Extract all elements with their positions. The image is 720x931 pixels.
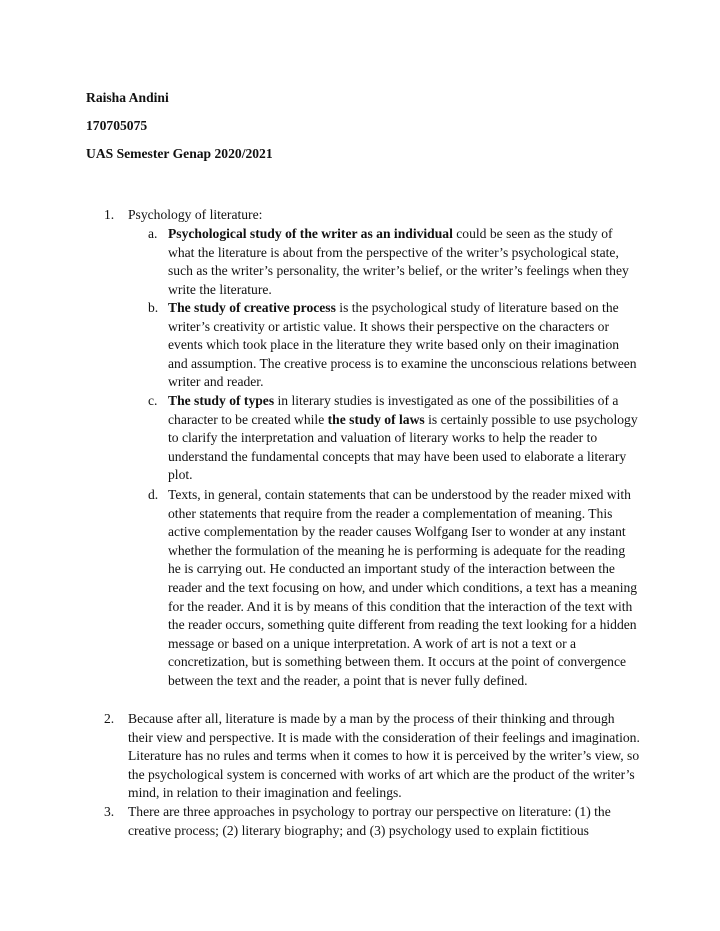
list-item-2: Because after all, literature is made by a man by the process of their thinking and through their view and perspective. It is made with the consideration of their feelings and imagination. Literature has no rules and terms when it comes to how it is perceived by the writer’s view, so the psychological system is concerned with works of art which are the product of the writer’s mind, in relation to their imagination and feelings. (128, 711, 640, 801)
list-item-3: There are three approaches in psychology to portray our perspective on literature: (1) the creative process; (2) literary biography; and (3) psychology used to explain fictitious (128, 804, 611, 838)
term-creative-process: The study of creative process (168, 300, 336, 315)
author-name: Raisha Andini (86, 90, 169, 105)
sublist-marker-d: d. (148, 487, 159, 502)
sublist-item-b-text: is the psychological study of literature based on the writer’s creativity or artistic value. It shows their perspective on the characters or events which took place in the literature they write based only on their imagination and assumption. The creative process is to examine the unconscious relations between writer and reader. (168, 300, 637, 390)
sublist-marker-b: b. (148, 300, 159, 315)
sublist-marker-a: a. (148, 226, 158, 241)
sublist-item-b (168, 299, 640, 392)
sublist-item-c (168, 392, 640, 485)
list-marker-1: 1. (104, 207, 115, 222)
exam-title: UAS Semester Genap 2020/2021 (86, 146, 273, 161)
list-marker-3: 3. (104, 804, 115, 819)
list-item-1: Psychology of literature: (128, 207, 263, 222)
sublist-marker-c: c. (148, 393, 158, 408)
list-marker-2: 2. (104, 711, 115, 726)
sublist-item-d: Texts, in general, contain statements that can be understood by the reader mixed with other statements that require from the reader a complementation of meaning. This active complementation by the reader causes Wolfgang Iser to wonder at any instant whether the formulation of the meaning he is performing is adequate for the reading he is carrying out. He conducted an important study of the interaction between the reader and the text focusing on how, and under which conditions, a text has a meaning for the reader. And it is by means of this condition that the interaction of the text with the reader occurs, something quite different from reading the text looking for a hidden message or based on a unique interpretation. A work of art is not a text or a concretization, but is something between them. It occurs at the point of convergence between the text and the reader, a point that is never fully defined. (168, 487, 638, 688)
student-id: 170705075 (86, 118, 148, 133)
sublist-item-a (168, 225, 640, 299)
term-study-of-types: The study of types (168, 393, 275, 408)
sublist-item-c-text-1: in literary studies is investigated as one of the possibilities of a character to be created while (168, 393, 619, 427)
term-study-of-laws: the study of laws (327, 411, 425, 427)
term-writer-as-individual: Psychological study of the writer as an individual (168, 226, 453, 241)
sublist-item-c-text-2: is certainly possible to use psychology to clarify the interpretation and valuation of literary works to help the reader to understand the fundamental concepts that may have been used to elaborate a literary plot. (168, 411, 638, 483)
sublist-item-a-text: could be seen as the study of what the literature is about from the perspective of the writer’s psychological state, such as the writer’s personality, the writer’s belief, or the writer’s feelings when they write the literature. (168, 226, 629, 297)
